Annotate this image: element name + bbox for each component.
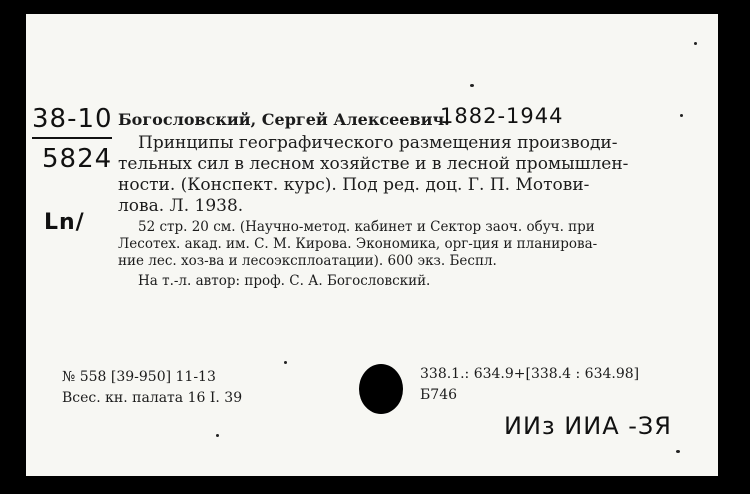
ink-speck — [470, 84, 474, 87]
ink-speck — [694, 42, 697, 45]
punch-hole — [359, 364, 403, 414]
title-line-3: ности. (Конспект. курс). Под ред. доц. Г. П. Мотови- — [118, 175, 590, 195]
handwritten-stamp-mark: Ln/ — [44, 210, 85, 235]
desc-line-1: 52 стр. 20 см. (Научно-метод. кабинет и Сектор заоч. обуч. при — [138, 219, 595, 235]
title-line-4: лова. Л. 1938. — [118, 196, 244, 216]
footer-chamber-date: Всес. кн. палата 16 I. 39 — [62, 390, 243, 406]
shelfmark-underline — [32, 137, 112, 139]
handwritten-bottom-note: ИИз ИИА -ЗЯ — [504, 412, 672, 440]
desc-line-4: На т.-л. автор: проф. С. А. Богословский. — [138, 273, 431, 289]
ink-speck — [216, 434, 219, 437]
heading-years: 1882-1944 — [440, 104, 564, 128]
heading-author: Богословский, Сергей Алексеевич. — [118, 110, 450, 129]
ink-speck — [680, 114, 683, 117]
desc-line-3: ние лес. хоз-ва и лесоэксплоатации). 600 экз. Беспл. — [118, 253, 497, 269]
ink-speck — [676, 450, 680, 453]
shelfmark-bottom: 5824 — [42, 144, 113, 174]
footer-classification: 338.1.: 634.9+[338.4 : 634.98] — [420, 366, 640, 382]
ink-speck — [284, 361, 287, 364]
title-line-1: Принципы географического размещения производи- — [138, 133, 618, 153]
title-line-2: тельных сил в лесном хозяйстве и в лесной промышлен- — [118, 154, 629, 174]
footer-author-mark: Б746 — [420, 387, 458, 403]
footer-record-number: № 558 [39-950] 11-13 — [62, 369, 216, 385]
catalog-card — [26, 14, 718, 476]
desc-line-2: Лесотех. акад. им. С. М. Кирова. Экономика, орг-ция и планирова- — [118, 236, 598, 252]
shelfmark-top: 38-10 — [32, 104, 113, 134]
